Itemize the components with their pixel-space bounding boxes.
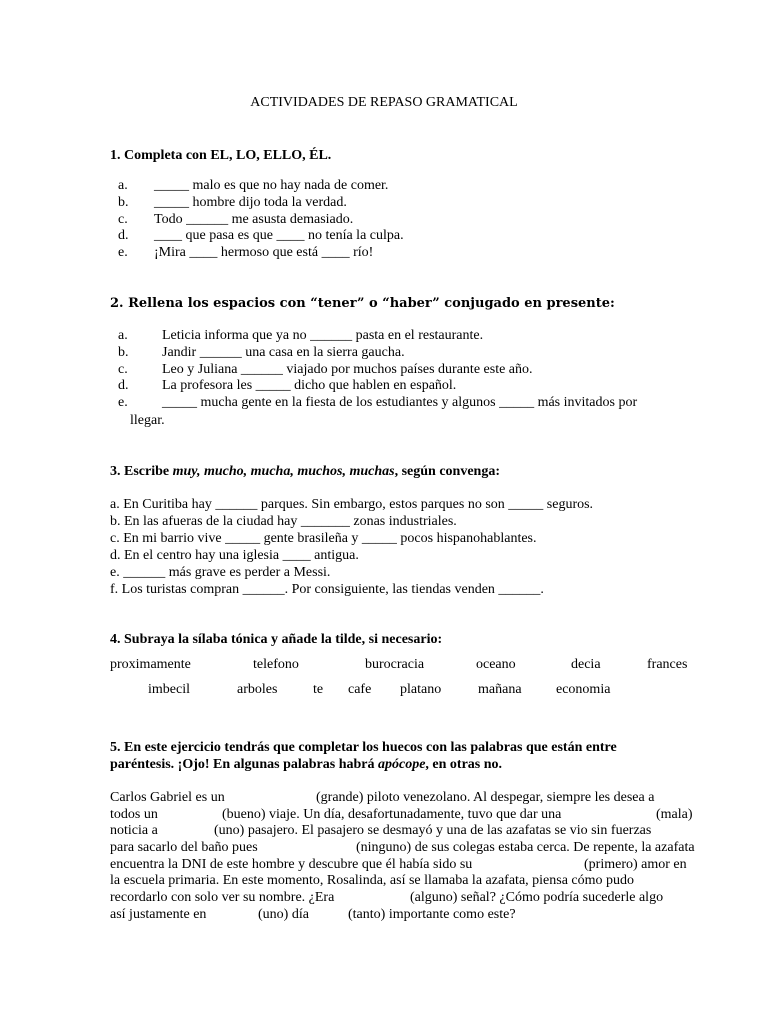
document-title: ACTIVIDADES DE REPASO GRAMATICAL	[250, 95, 518, 110]
exercise-3-line: e. ______ más grave es perder a Messi.	[110, 565, 331, 580]
exercise-3-heading: 3. Escribe muy, mucho, mucha, muchos, muchas, según convenga:	[110, 464, 500, 479]
word-item: cafe	[348, 682, 372, 697]
word-item: telefono	[253, 657, 299, 672]
exercise-5-heading-line-1: 5. En este ejercicio tendrás que completar los huecos con las palabras que están entre	[110, 740, 617, 755]
paragraph-line: noticia a (uno) pasajero. El pasajero se desmayó y una de las azafatas se vio sin fuerzas	[110, 823, 652, 839]
exercise-2-continuation: llegar.	[130, 413, 165, 428]
word-item: proximamente	[110, 657, 191, 672]
word-item: arboles	[237, 682, 278, 697]
exercise-3-line: f. Los turistas compran ______. Por consiguiente, las tiendas venden ______.	[110, 582, 544, 597]
exercise-3-line: b. En las afueras de la ciudad hay _______ zonas industriales.	[110, 514, 457, 529]
word-item: burocracia	[365, 657, 425, 672]
paragraph-line: para sacarlo del baño pues (ninguno) de sus colegas estaba cerca. De repente, la azafata	[110, 840, 695, 856]
paragraph-line: encuentra la DNI de este hombre y descubre que él había sido su (primero) amor en	[110, 856, 687, 872]
word-item: frances	[647, 657, 688, 672]
word-item: economia	[556, 682, 611, 697]
exercise-4-heading: 4. Subraya la sílaba tónica y añade la tilde, si necesario:	[110, 632, 443, 647]
word-item: imbecil	[148, 682, 190, 697]
paragraph-line: así justamente en (uno) día (tanto) importante como este?	[110, 906, 516, 922]
word-item: decia	[571, 657, 601, 672]
exercise-3-line: d. En el centro hay una iglesia ____ antigua.	[110, 548, 359, 563]
word-item: te	[313, 682, 324, 697]
document-page: ACTIVIDADES DE REPASO GRAMATICAL 1. Completa con EL, LO, ELLO, ÉL. a. _____ malo es que no hay nada de comer. b. _____ hombre dijo toda la verdad. c. Todo ______ me asusta demasiado. d. ____ que pasa es que ____ no tenía la culpa. e. ¡Mira ____ hermoso que está ____ río! 2. Rellena los espacios con “tener” o “haber” conjugado en presente: a. Leticia informa que ya no ______ pasta en el restaurante. b. Jandir ______ una casa en la sierra gaucha. c. Leo y Juliana ______ viajado por muchos países durante este año. d. La profesora les _____ dicho que hablen en español. e. _____ mucha gente en la fiesta de los estudiantes y algunos _____ más invitados por llegar. 3. Escribe muy, mucho, mucha, muchos, muchas, según convenga: a. En Curitiba hay ______ parques. Sin embargo, estos parques no son _____ seguros. b. En las afueras de la ciudad hay _______ zonas industriales. c. En mi barrio vive _____ gente brasileña y _____ pocos hispanohablantes. d. En el centro hay una iglesia ____ antigua. e. ______ más grave es perder a Messi. f. Los turistas compran ______. Por consiguiente, las tiendas venden ______. 4. Subraya la sílaba tónica y añade la tilde, si necesario: proximamente telefono burocracia oceano decia frances imbecil arboles te cafe platano mañana economia 5. En este ejercicio tendrás que completar los huecos con las palabras que están entre paréntesis. ¡Ojo! En algunas palabras habrá apócope, en otras no. Carlos Gabriel es un (grande) piloto venezolano. Al despegar, siempre les desea a todos un (bueno) viaje. Un día, desafortunadamente, tuvo que dar una (mala) noticia a (uno) pasajero. El pasajero se desmayó y una de las azafatas se vio sin fuerzas para sacarlo del baño pues (ninguno) de sus colegas estaba cerca. De repente, la azafata encuentra la DNI de este hombre y descubre que él había sido su (primero) amor en la escuela primaria. En este momento, Rosalinda, así se llamaba la azafata, piensa cómo pudo recordarlo con solo ver su nombre. ¿Era (alguno) señal? ¿Cómo podría sucederle algo así justamente en (uno) día (tanto) importante como este?	[0, 0, 768, 1024]
paragraph-line: recordarlo con solo ver su nombre. ¿Era (alguno) señal? ¿Cómo podría sucederle algo	[110, 890, 664, 906]
exercise-2-heading: 2. Rellena los espacios con “tener” o “haber” conjugado en presente:	[110, 296, 615, 311]
paragraph-line: Carlos Gabriel es un (grande) piloto venezolano. Al despegar, siempre les desea a	[110, 790, 655, 805]
exercise-3-line: a. En Curitiba hay ______ parques. Sin embargo, estos parques no son _____ seguros.	[110, 497, 594, 512]
word-item: platano	[400, 682, 442, 697]
exercise-5-paragraph	[110, 790, 700, 924]
word-item: oceano	[476, 657, 516, 672]
word-item: mañana	[478, 682, 522, 697]
paragraph-line: la escuela primaria. En este momento, Rosalinda, así se llamaba la azafata, piensa cómo pudo	[110, 873, 635, 889]
exercise-5-heading-line-2: paréntesis. ¡Ojo! En algunas palabras habrá apócope, en otras no.	[110, 757, 503, 772]
paragraph-line: todos un (bueno) viaje. Un día, desafortunadamente, tuvo que dar una (mala)	[110, 806, 693, 822]
exercise-1-heading: 1. Completa con EL, LO, ELLO, ÉL.	[110, 148, 332, 163]
exercise-3-line: c. En mi barrio vive _____ gente brasileña y _____ pocos hispanohablantes.	[110, 531, 537, 546]
